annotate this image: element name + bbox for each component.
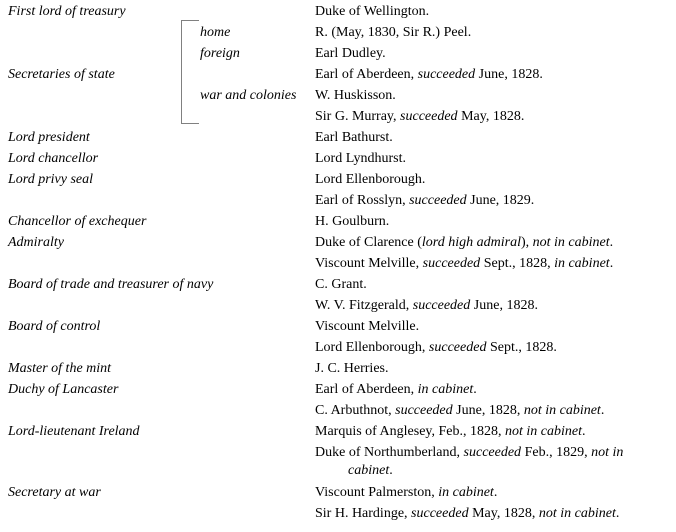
holder: C. Arbuthnot, succeeded June, 1828, not in cabinet. [315,403,605,418]
holder-wrap: cabinet. [348,463,393,478]
holder: J. C. Herries. [315,361,389,376]
office-lancaster: Duchy of Lancaster [8,382,119,397]
office-first-lord: First lord of treasury [8,4,126,19]
holder: R. (May, 1830, Sir R.) Peel. [315,25,472,40]
office-board-trade: Board of trade and treasurer of navy [8,277,214,292]
holder: Duke of Wellington. [315,4,430,19]
sub-office-war: war and colonies [200,88,297,103]
office-exchequer: Chancellor of exchequer [8,214,147,229]
holder: Lord Lyndhurst. [315,151,406,166]
holder: Duke of Clarence (lord high admiral), not in cabinet. [315,235,614,250]
holder: Earl of Aberdeen, succeeded June, 1828. [315,67,543,82]
holder: Lord Ellenborough, succeeded Sept., 1828. [315,340,557,355]
holder: Earl Dudley. [315,46,386,61]
office-privy-seal: Lord privy seal [8,172,94,187]
holder: Viscount Melville. [315,319,420,334]
office-board-control: Board of control [8,319,101,334]
sub-office-foreign: foreign [200,46,240,61]
holder: H. Goulburn. [315,214,390,229]
holder: Lord Ellenborough. [315,172,426,187]
sub-office-home: home [200,25,231,40]
office-lord-chancellor: Lord chancellor [8,151,99,166]
holder: Duke of Northumberland, succeeded Feb., 1829, not in [315,445,624,460]
holder: W. V. Fitzgerald, succeeded June, 1828. [315,298,538,313]
office-lord-president: Lord president [8,130,90,145]
office-ireland: Lord-lieutenant Ireland [8,424,140,439]
office-admiralty: Admiralty [8,235,64,250]
holder: Sir G. Murray, succeeded May, 1828. [315,109,525,124]
holder: W. Huskisson. [315,88,396,103]
office-secretaries: Secretaries of state [8,67,115,82]
bracket [181,20,199,124]
holder: Earl Bathurst. [315,130,393,145]
office-war: Secretary at war [8,485,101,500]
holder: C. Grant. [315,277,367,292]
holder: Viscount Melville, succeeded Sept., 1828, in cabinet. [315,256,614,271]
office-mint: Master of the mint [8,361,112,376]
holder: Viscount Palmerston, in cabinet. [315,485,498,500]
holder: Earl of Aberdeen, in cabinet. [315,382,477,397]
holder: Earl of Rosslyn, succeeded June, 1829. [315,193,535,208]
holder: Sir H. Hardinge, succeeded May, 1828, not in cabinet. [315,506,620,521]
holder: Marquis of Anglesey, Feb., 1828, not in cabinet. [315,424,586,439]
